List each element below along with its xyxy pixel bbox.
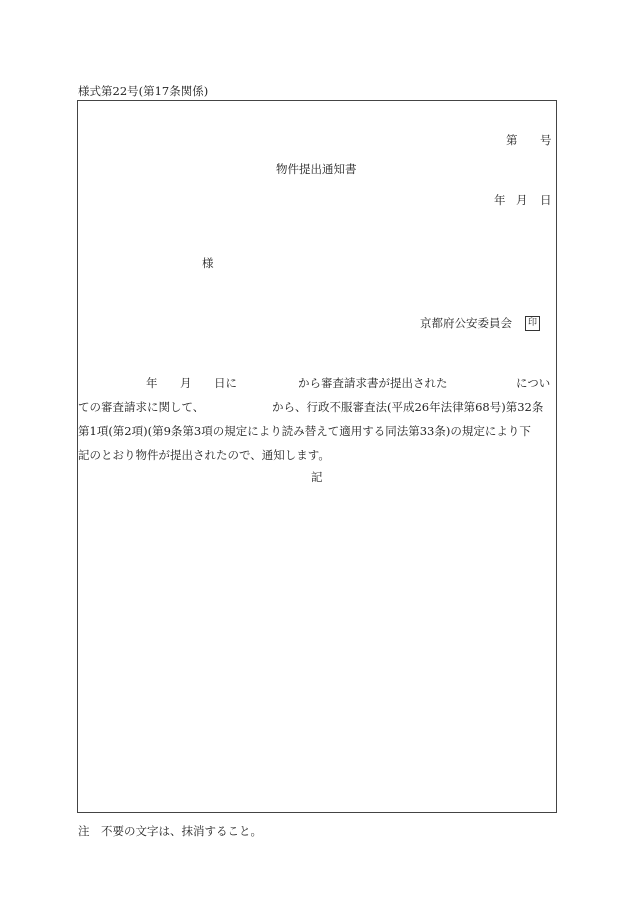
- recipient-suffix: 様: [202, 256, 214, 270]
- body-day: 日に: [214, 376, 237, 390]
- body-month: 月: [180, 376, 192, 390]
- form-number: 様式第22号(第17条関係): [78, 84, 209, 98]
- doc-number-dai: 第: [506, 133, 518, 147]
- issuer-name: 京都府公安委員会: [420, 316, 512, 330]
- date-month: 月: [516, 193, 528, 207]
- body-year: 年: [146, 376, 158, 390]
- body-line2-start: ての審査請求に関して、: [78, 400, 205, 414]
- ki-heading: 記: [311, 470, 323, 484]
- footer-note: 注 不要の文字は、抹消すること。: [78, 824, 262, 838]
- date-day: 日: [540, 193, 552, 207]
- body-line2-rest: から、行政不服審査法(平成26年法律第68号)第32条: [272, 400, 544, 414]
- body-line1-end: につい: [516, 376, 551, 390]
- seal-mark: 印: [525, 316, 540, 331]
- body-line4: 記のとおり物件が提出されたので、通知します。: [78, 448, 330, 462]
- document-title: 物件提出通知書: [276, 162, 357, 176]
- date-year: 年: [494, 193, 506, 207]
- body-line1-mid: から審査請求書が提出された: [298, 376, 448, 390]
- body-line3: 第1項(第2項)(第9条第3項の規定により読み替えて適用する同法第33条)の規定により下: [78, 424, 531, 438]
- doc-number-go: 号: [540, 133, 552, 147]
